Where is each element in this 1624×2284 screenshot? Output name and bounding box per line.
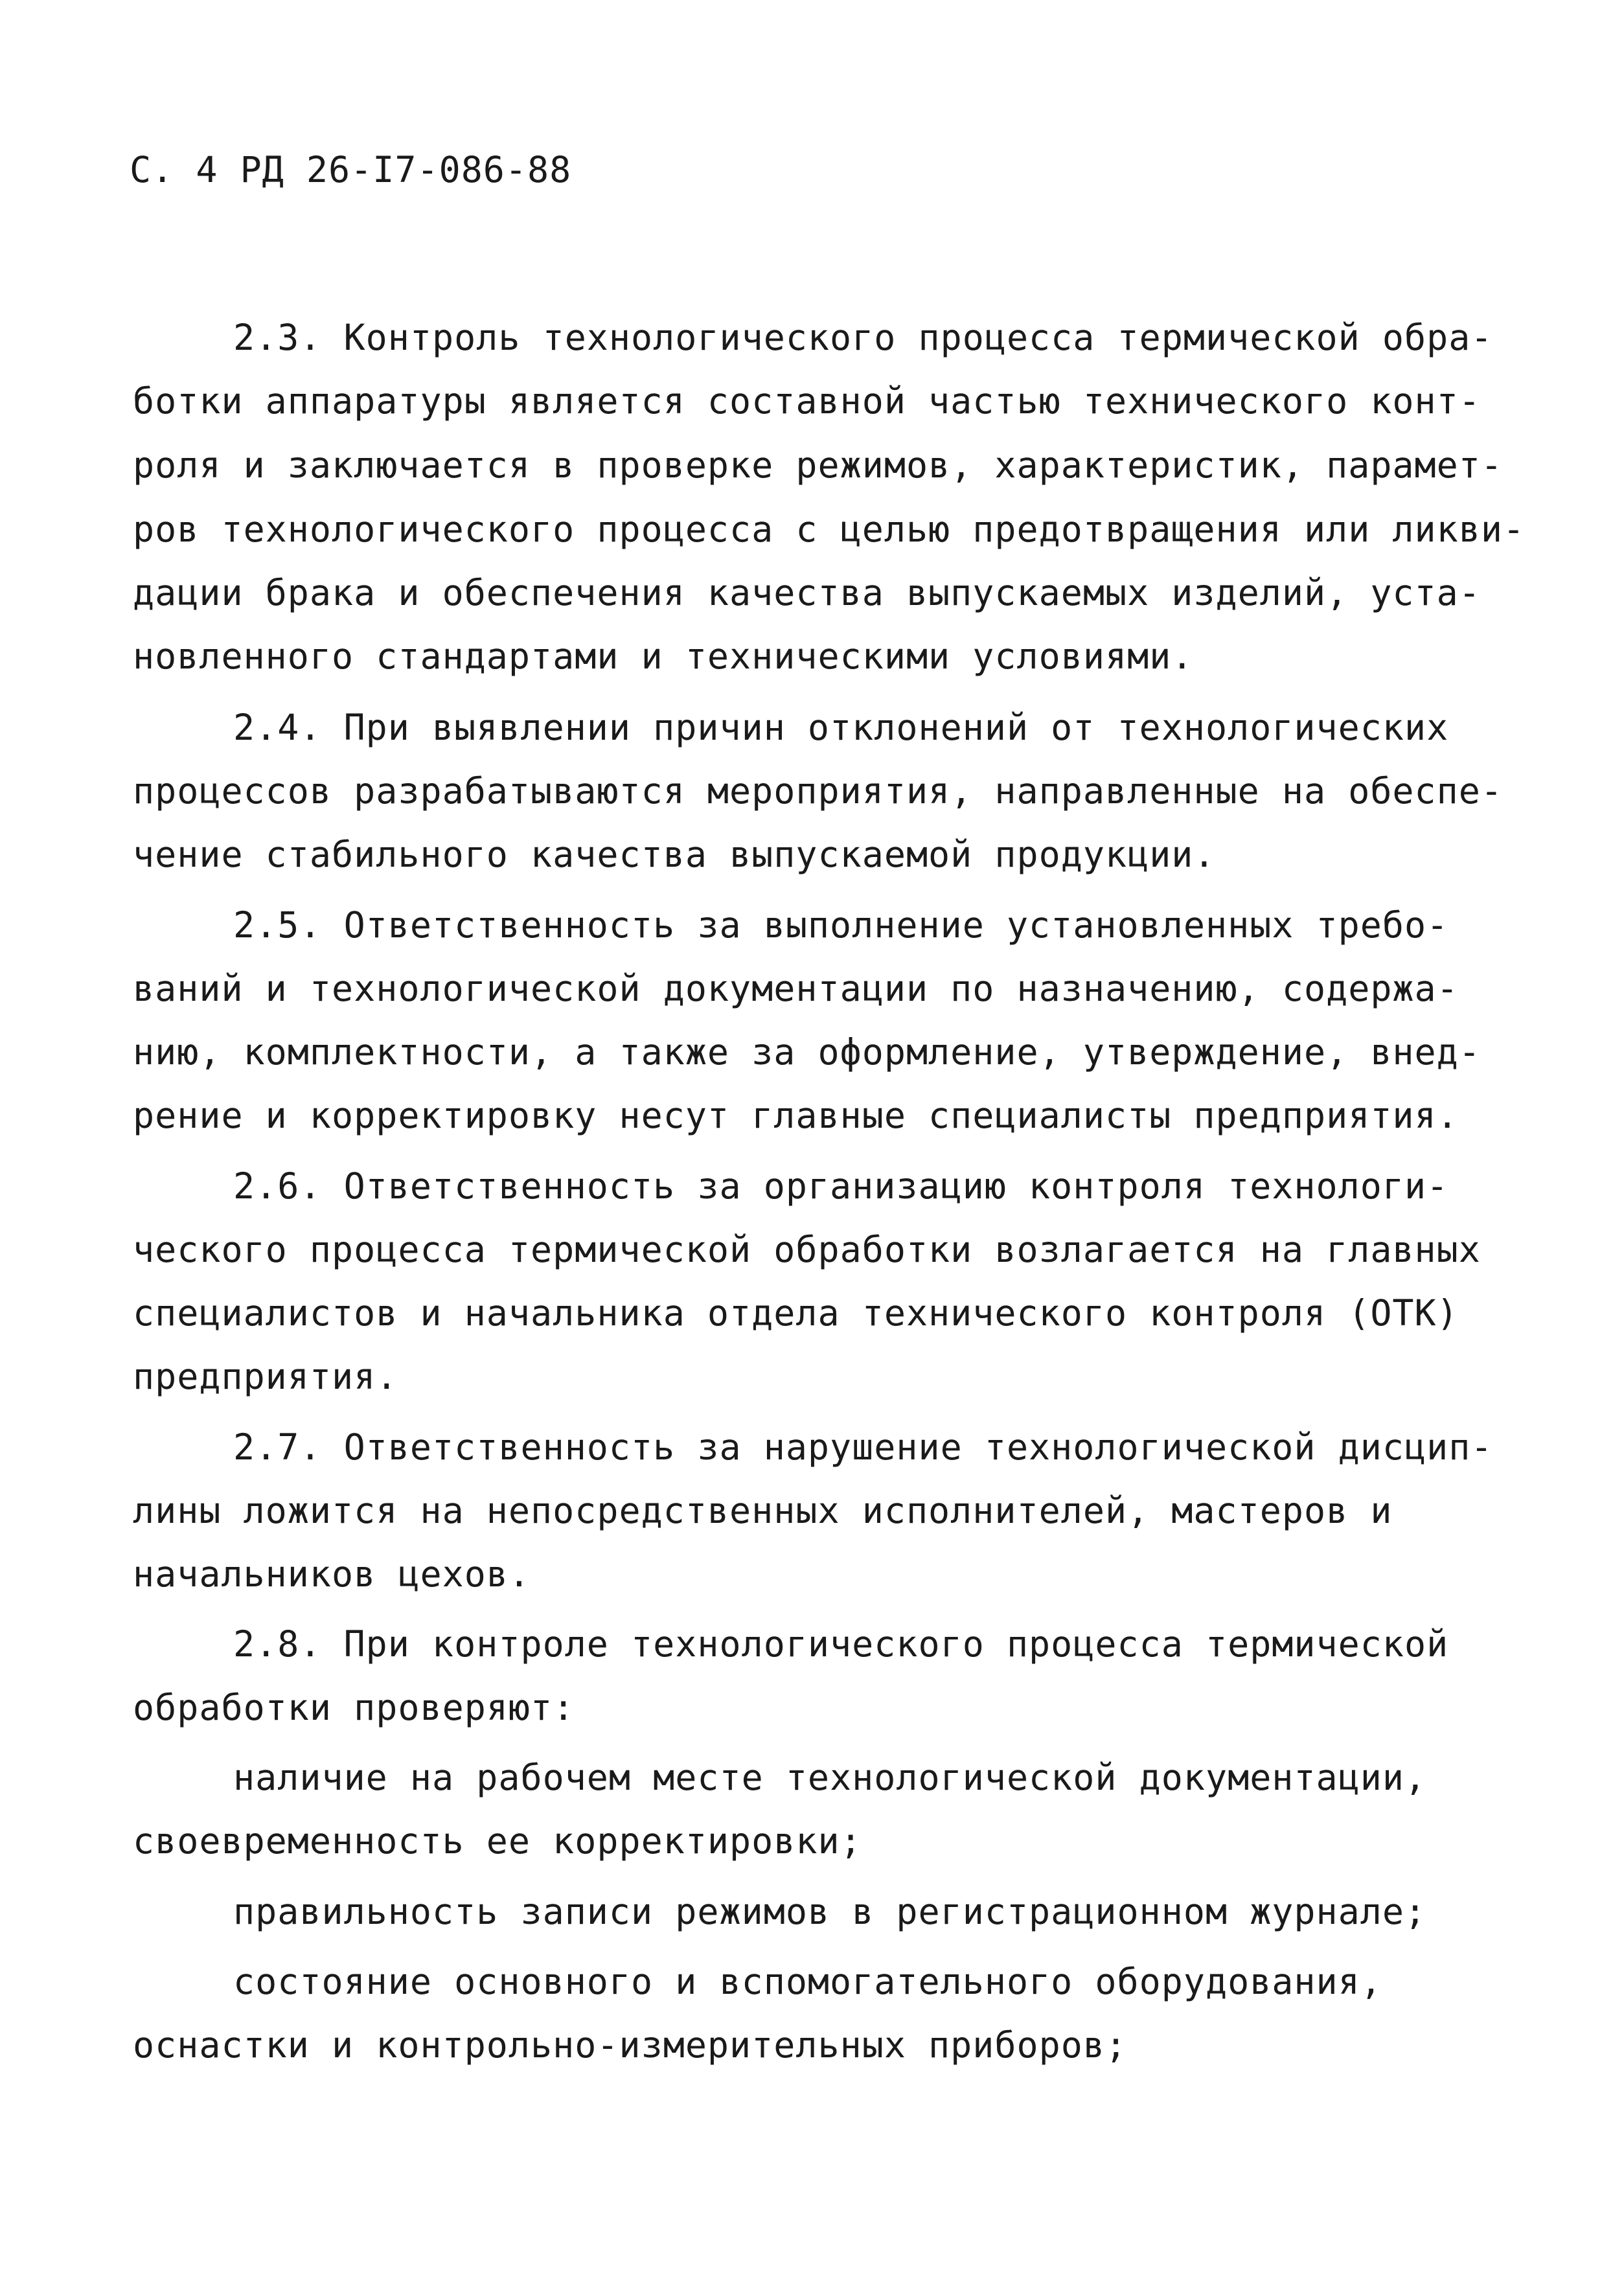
text-line: 2.7. Ответственность за нарушение технологической дисцип- <box>233 1426 1493 1468</box>
text-line: правильность записи режимов в регистрационном журнале; <box>233 1891 1427 1932</box>
text-line: ров технологического процесса с целью предотвращения или ликви- <box>133 508 1526 550</box>
text-line: ваний и технологической документации по назначению, содержа- <box>133 968 1459 1009</box>
text-line: лины ложится на непосредственных исполнителей, мастеров и <box>133 1490 1393 1531</box>
text-line: специалистов и начальника отдела технического контроля (ОТК) <box>133 1292 1459 1334</box>
text-line: роля и заключается в проверке режимов, характеристик, парамет- <box>133 444 1503 486</box>
text-line: оснастки и контрольно-измерительных приборов; <box>133 2024 1128 2066</box>
text-line: состояние основного и вспомогательного оборудования, <box>233 1961 1382 2002</box>
text-line: наличие на рабочем месте технологической документации, <box>233 1757 1427 1798</box>
text-line: обработки проверяют: <box>133 1687 575 1728</box>
text-line: чение стабильного качества выпускаемой продукции. <box>133 834 1216 875</box>
text-line: новленного стандартами и техническими условиями. <box>133 635 1194 677</box>
text-line: процессов разрабатываются мероприятия, направленные на обеспе- <box>133 770 1503 812</box>
text-line: 2.4. При выявлении причин отклонений от технологических <box>233 707 1449 748</box>
text-line: своевременность ее корректировки; <box>133 1820 862 1862</box>
text-line: предприятия. <box>133 1356 398 1397</box>
text-line: 2.3. Контроль технологического процесса термической обра- <box>233 317 1493 358</box>
text-line: рение и корректировку несут главные специалисты предприятия. <box>133 1095 1459 1136</box>
text-line: ботки аппаратуры является составной частью технического конт- <box>133 380 1481 422</box>
text-line: дации брака и обеспечения качества выпускаемых изделий, уста- <box>133 572 1481 613</box>
text-line: нию, комплектности, а также за оформление, утверждение, внед- <box>133 1031 1481 1073</box>
text-line: 2.6. Ответственность за организацию контроля технологи- <box>233 1165 1449 1207</box>
text-line: начальников цехов. <box>133 1553 531 1595</box>
page-header: С. 4 РД 26-I7-086-88 <box>130 149 572 190</box>
text-line: ческого процесса термической обработки возлагается на главных <box>133 1229 1481 1270</box>
text-line: 2.5. Ответственность за выполнение установленных требо- <box>233 904 1449 946</box>
text-line: 2.8. При контроле технологического процесса термической <box>233 1623 1449 1665</box>
